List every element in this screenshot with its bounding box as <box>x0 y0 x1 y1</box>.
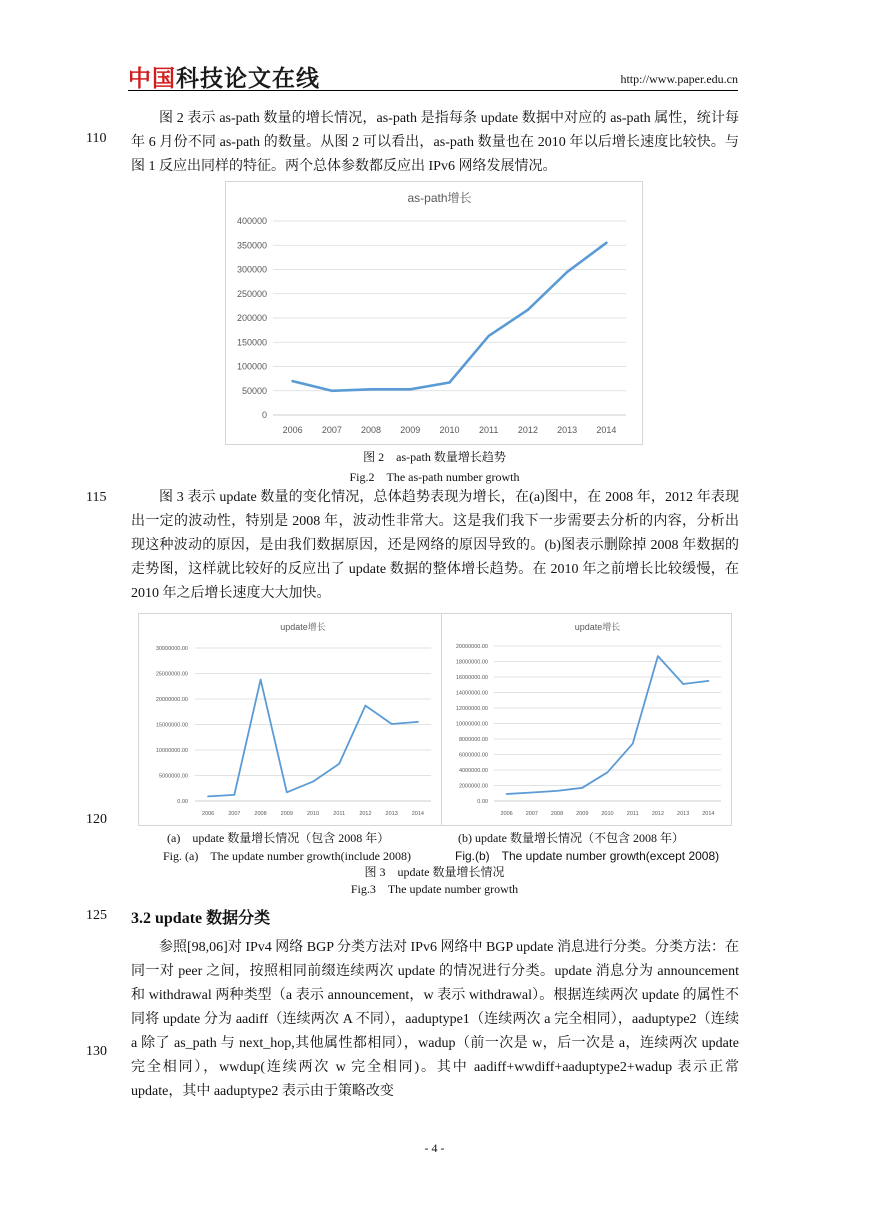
chart-title: update增长 <box>280 622 326 632</box>
y-tick-label: 30000000.00 <box>155 645 188 652</box>
x-tick-label: 2009 <box>280 811 293 817</box>
x-tick-label: 2013 <box>677 811 690 817</box>
fig3b-caption-en: Fig.(b) The update number growth(except 2008) <box>455 849 720 863</box>
y-tick-label: 300000 <box>236 264 267 275</box>
line-number-120: 120 <box>86 812 107 827</box>
y-tick-label: 14000000.00 <box>455 690 488 697</box>
fig2-caption-en: Fig.2 The as-path number growth <box>349 470 520 484</box>
x-tick-label: 2007 <box>228 811 241 817</box>
fig3-caption-en: Fig.3 The update number growth <box>350 882 519 896</box>
y-tick-label: 250000 <box>236 288 267 299</box>
x-tick-label: 2006 <box>500 811 513 817</box>
y-tick-label: 8000000.00 <box>458 736 488 743</box>
header-rule <box>128 90 738 91</box>
line-number-130: 130 <box>86 1044 107 1059</box>
x-tick-label: 2010 <box>306 811 320 817</box>
x-tick-label: 2013 <box>557 425 578 435</box>
paragraph-2 <box>131 486 739 606</box>
x-tick-label: 2011 <box>626 811 639 817</box>
paragraph-3-text: 参照[98,06]对 IPv4 网络 BGP 分类方法对 IPv6 网络中 BGP update 消息进行分类。分类方法：在同一对 peer 之间，按照相同前缀连续两次 update 的情况进行分类。update 消息分为 announcement 和 withdrawal 两种类型（a 表示 announcement，w 表示 withdrawal）。根据连续两次 update 的属性不同将 update 分为 aadiff（连续两次 A 不同），aaduptype1（连续两次 a 完全相同），aaduptype2（连续 a 除了 as_path 与 next_hop,其他属性都相同），wadup（前一次是 w，后一次是 a，连续两次 update 完全相同），wwdup(连续两次 w 完全相同)。其中 aadiff+wwdiff+aaduptype2+wadup 表示正常 update，其中 aaduptype2 表示由于策略改变 <box>131 940 739 1099</box>
y-tick-label: 4000000.00 <box>458 767 488 774</box>
fig3a-caption-en: Fig. (a) The update number growth(include 2008) <box>163 849 411 863</box>
update-chart-b <box>442 614 731 825</box>
y-tick-label: 5000000.00 <box>158 773 188 780</box>
x-tick-label: 2008 <box>254 811 267 817</box>
x-tick-label: 2009 <box>576 811 589 817</box>
y-tick-label: 12000000.00 <box>455 705 488 712</box>
series-line <box>293 243 607 391</box>
y-tick-label: 6000000.00 <box>458 752 488 759</box>
y-tick-label: 2000000.00 <box>458 783 488 790</box>
journal-logo <box>128 60 320 93</box>
x-tick-label: 2014 <box>702 811 715 817</box>
x-tick-label: 2012 <box>651 811 665 817</box>
figure-3b <box>441 613 732 826</box>
x-tick-label: 2012 <box>359 811 372 817</box>
fig2-caption-cn: 图 2 as-path 数量增长趋势 <box>363 450 506 464</box>
y-tick-label: 400000 <box>236 216 267 227</box>
y-tick-label: 100000 <box>236 361 267 372</box>
y-tick-label: 150000 <box>236 337 267 348</box>
fig3a-caption-cn: (a) update 数量增长情况（包含 2008 年） <box>167 831 390 845</box>
logo-text: 科技论文在线 <box>176 66 320 92</box>
series-line <box>208 680 418 797</box>
header-url[interactable]: http://www.paper.edu.cn <box>620 72 738 86</box>
y-tick-label: 16000000.00 <box>455 674 488 681</box>
y-tick-label: 20000000.00 <box>155 696 188 703</box>
y-tick-label: 0.00 <box>177 798 188 805</box>
x-tick-label: 2008 <box>361 425 382 435</box>
y-tick-label: 10000000.00 <box>155 747 188 754</box>
y-tick-label: 18000000.00 <box>455 659 488 666</box>
fig3-caption-cn: 图 3 update 数量增长情况 <box>364 865 505 879</box>
page-number: - 4 - <box>424 1141 445 1155</box>
section-title: 3.2 update 数据分类 <box>131 910 271 927</box>
as-path-chart <box>226 182 642 444</box>
y-tick-label: 20000000.00 <box>455 643 488 650</box>
x-tick-label: 2006 <box>282 425 303 435</box>
y-tick-label: 15000000.00 <box>155 722 188 729</box>
line-number-110: 110 <box>86 131 107 146</box>
x-tick-label: 2006 <box>201 811 215 817</box>
x-tick-label: 2010 <box>601 811 614 817</box>
y-tick-label: 200000 <box>236 313 267 324</box>
y-tick-label: 10000000.00 <box>455 721 488 728</box>
x-tick-label: 2010 <box>439 425 460 435</box>
x-tick-label: 2008 <box>550 811 564 817</box>
update-chart-a <box>139 614 442 825</box>
chart-title: update增长 <box>574 622 621 632</box>
x-tick-label: 2012 <box>517 425 538 435</box>
fig3b-caption-cn: (b) update 数量增长情况（不包含 2008 年） <box>458 831 684 845</box>
x-tick-label: 2007 <box>321 425 342 435</box>
figure-2 <box>225 181 643 445</box>
logo-red-text: 中国 <box>128 66 176 92</box>
y-tick-label: 0 <box>261 410 267 421</box>
line-number-115: 115 <box>86 490 107 505</box>
y-tick-label: 0.00 <box>477 798 488 805</box>
paragraph-1 <box>131 107 739 179</box>
x-tick-label: 2014 <box>596 425 617 435</box>
line-number-125: 125 <box>86 908 107 923</box>
paragraph-1-text: 图 2 表示 as-path 数量的增长情况，as-path 是指每条 update 数据中对应的 as-path 属性，统计每年 6 月份不同 as-path 的数量。从图 2 可以看出，as-path 数量也在 2010 年以后增长速度比较快。与图 1 反应出同样的特征。两个总体参数都反应出 IPv6 网络发展情况。 <box>131 111 739 174</box>
chart-title: as-path增长 <box>407 191 472 205</box>
y-tick-label: 350000 <box>236 240 267 251</box>
paragraph-2-text: 图 3 表示 update 数量的变化情况，总体趋势表现为增长，在(a)图中，在 2008 年，2012 年表现出一定的波动性，特别是 2008 年，波动性非常大。这是我们我下一步需要去分析的内容，分析出现这种波动的原因，是由我们数据原因，还是网络的原因导致的。(b)图表示删除掉 2008 年数据的走势图，这样就比较好的反应出了 update 数据的整体增长趋势。在 2010 年之前增长比较缓慢，在 2010 年之后增长速度大大加快。 <box>131 490 739 601</box>
x-tick-label: 2007 <box>525 811 538 817</box>
x-tick-label: 2011 <box>333 811 346 817</box>
x-tick-label: 2009 <box>400 425 421 435</box>
y-tick-label: 25000000.00 <box>155 671 188 678</box>
paragraph-3 <box>131 936 739 1104</box>
y-tick-label: 50000 <box>241 385 267 396</box>
figure-3a <box>138 613 443 826</box>
x-tick-label: 2013 <box>385 811 398 817</box>
x-tick-label: 2014 <box>411 811 425 817</box>
x-tick-label: 2011 <box>479 425 499 435</box>
